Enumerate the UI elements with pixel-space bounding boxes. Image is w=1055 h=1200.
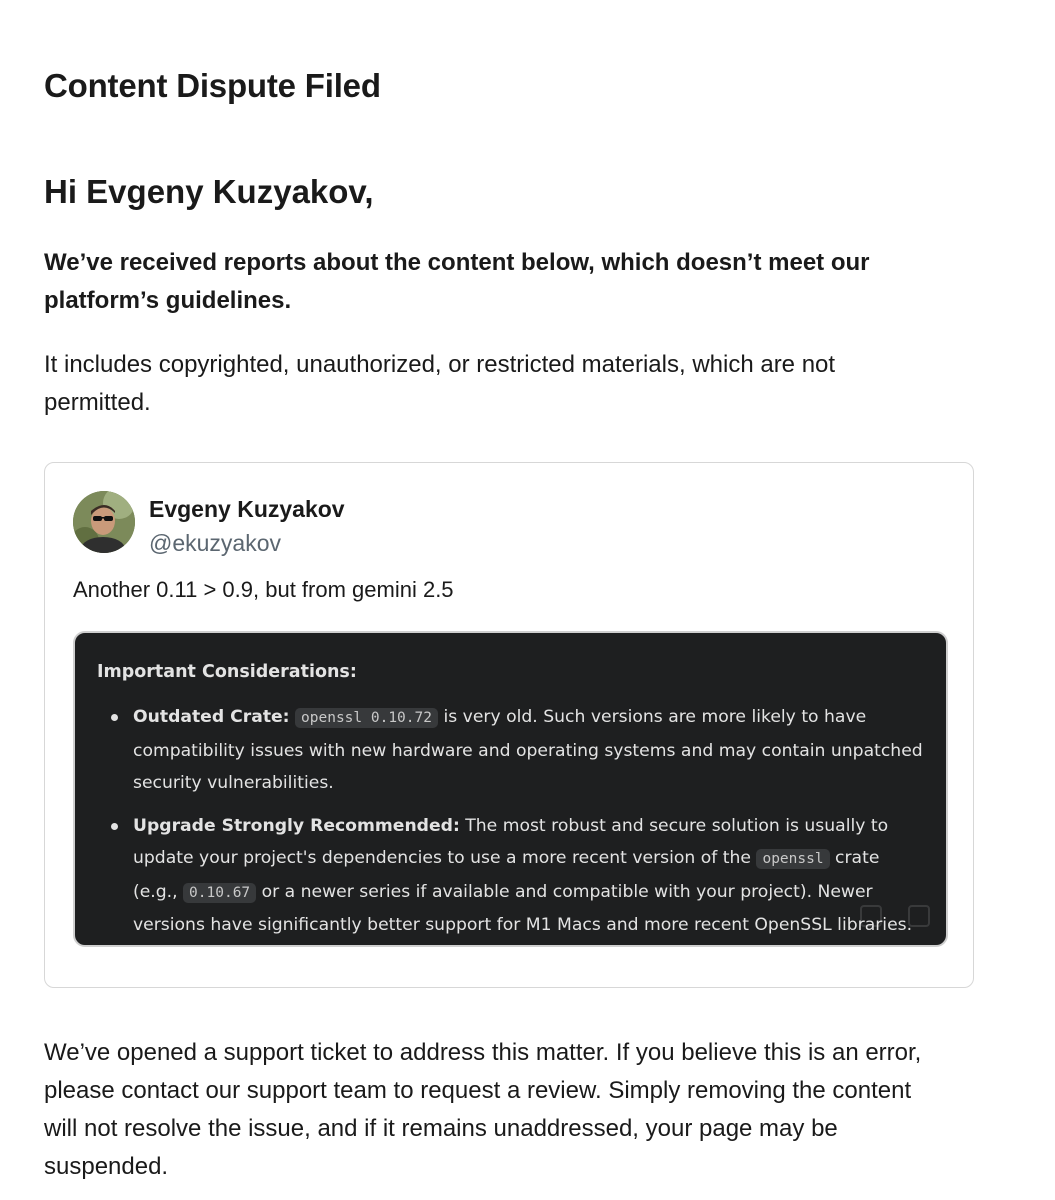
post-image-screenshot[interactable] — [73, 631, 948, 947]
author-handle[interactable]: @ekuzyakov — [149, 530, 282, 556]
post-author — [73, 491, 947, 557]
share-icon — [908, 905, 930, 927]
user-photo-icon — [73, 491, 135, 553]
author-name[interactable]: Evgeny Kuzyakov — [149, 496, 345, 522]
avatar[interactable] — [73, 491, 135, 553]
greeting: Hi Evgeny Kuzyakov, — [44, 173, 374, 210]
post-text: Another 0.11 > 0.9, but from gemini 2.5 — [73, 577, 454, 602]
considerations-list — [97, 701, 924, 942]
list-item — [97, 701, 924, 800]
item-text: The most robust and secure solution is usually to update your project's dependencies to use a more recent version of the — [133, 815, 889, 868]
list-item — [97, 810, 924, 942]
item-text: crate (e.g., — [133, 848, 880, 902]
item-text: or a newer series if available and compatible with your project). Newer versions have significantly better support for M1 Macs and more recent OpenSSL libraries. — [133, 881, 913, 935]
image-heading: Important Considerations: — [97, 662, 357, 682]
reported-post-card[interactable] — [44, 462, 974, 988]
item-label: Outdated Crate: — [133, 707, 290, 727]
copy-icon — [860, 905, 882, 927]
faded-action-icons — [860, 905, 930, 927]
author-meta — [149, 491, 345, 561]
support-paragraph: We’ve opened a support ticket to address this matter. If you believe this is an error, please contact our support team to request a review. Simply removing the content will not resolve the issue, and if it remains unaddressed, your page may be suspended. — [44, 1039, 922, 1180]
item-text: is very old. Such versions are more likely to have compatibility issues with new hardware and operating systems and may contain unpatched security vulnerabilities. — [133, 707, 923, 793]
inline-code: openssl 0.10.72 — [295, 708, 438, 728]
item-label: Upgrade Strongly Recommended: — [133, 815, 460, 836]
restriction-paragraph: It includes copyrighted, unauthorized, or restricted materials, which are not permitted. — [44, 351, 836, 416]
inline-code: 0.10.67 — [183, 883, 256, 903]
email-title: Content Dispute Filed — [44, 67, 381, 104]
lead-paragraph: We’ve received reports about the content below, which doesn’t meet our platform’s guidelines. — [44, 249, 870, 314]
inline-code: openssl — [756, 849, 829, 869]
